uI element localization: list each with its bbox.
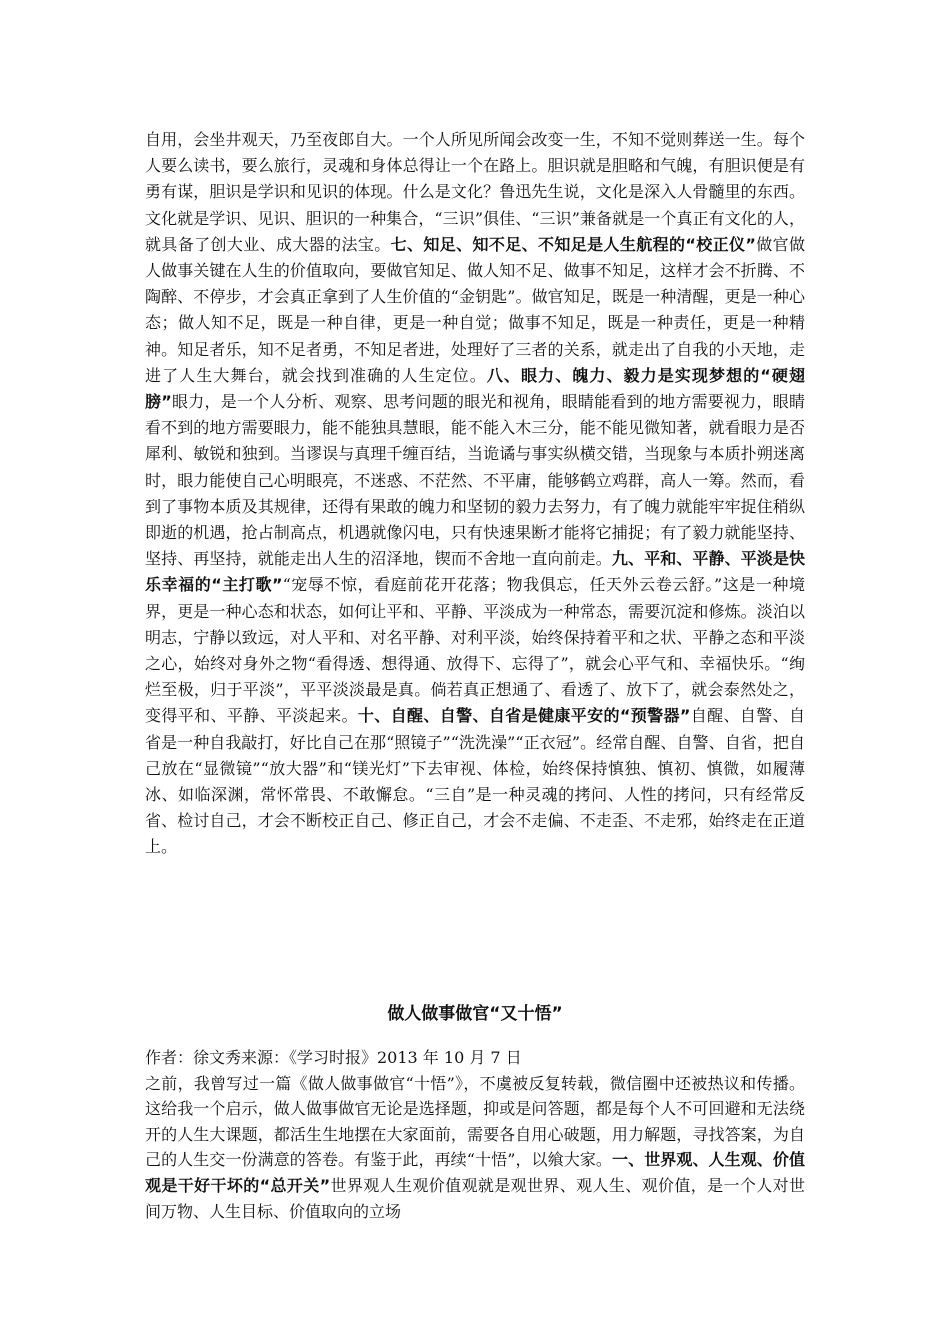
paragraph-literacy: 自用，会坐井观天，乃至夜郎自大。一个人所见所闻会改变一生，不知不觉则葬送一生。每个人要么读书，要么旅行，灵魂和身体总得让一个在路上。胆识就是胆略和气魄，有胆识便是有勇有谋，胆识是学识和见识的体现。什么是文化？鲁迅先生说，文化是深入人骨髓里的东西。文化就是学识、见识、胆识的一种集合，“三识”俱佳、“三识”兼备就是一个真正有文化的人，就具备了创大业、成大器的法宝。 (145, 130, 805, 254)
heading-8-vision: 八、眼力、魄力、毅力是实现梦想的“硬翅膀” (145, 365, 805, 412)
intro-paragraph: 之前，我曾写过一篇《做人做事做官“十悟”》，不虞被反复转载，微信圈中还被热议和传播。这给我一个启示，做人做事做官无论是选择题，抑或是问答题，都是每个人不可回避和无法绕开的人生大课题，都活生生地摆在大家面前，需要各自用心破题，用力解题，寻找答案，为自己的人生交一份满意的答卷。有鉴于此，再续“十悟”，以飨大家。 (145, 1073, 805, 1170)
paragraph-10: 自醒、自警、自省是一种自我敲打，好比自己在那“照镜子”“洗洗澡”“正衣冠”。经常自醒、自警、自省，把自己放在“显微镜”“放大器”和“镁光灯”下去审视、体检，始终保持慎独、慎初、慎微，如履薄冰、如临深渊，常怀常畏、不敢懈怠。“三自”是一种灵魂的拷问、人性的拷问，只有经常反省、检讨自己，才会不断校正自己、修正自己，才会不走偏、不走歪、不走邪，始终走在正道上。 (145, 706, 805, 857)
byline: 作者：徐文秀来源：《学习时报》2013 年 10 月 7 日 (145, 1048, 522, 1067)
heading-9-peace: 九、平和、平静、平淡是快乐幸福的“主打歌” (145, 549, 805, 595)
heading-1-worldview: 一、世界观、人生观、价值观是干好干坏的“总开关” (145, 1150, 805, 1195)
paragraph-1: 世界观人生观价值观就是观世界、观人生、观价值，是一个人对世间万物、人生目标、价值取向的立场 (145, 1175, 805, 1221)
heading-10-self-reflection: 十、自醒、自警、自省是健康平安的“预警器” (357, 706, 691, 726)
paragraph-7: 做官做人做事关键在人生的价值取向，要做官知足、做人知不足、做事不知足，这样才会不折腾、不陶醉、不停步，才会真正拿到了人生价值的“金钥匙”。做官知足，既是一种清醒，更是一种心态；做人知不足，既是一种自律，更是一种自觉；做事不知足，既是一种责任，更是一种精神。知足者乐，知不足者勇，不知足者进，处理好了三者的关系，就走出了自我的小天地，走进了人生大舞台，就会找到准确的人生定位。 (145, 234, 805, 385)
body-section-2 (145, 1045, 805, 1224)
paragraph-9: “宠辱不惊，看庭前花开花落；物我俱忘，任天外云卷云舒。”这是一种境界，更是一种心态和状态，如何让平和、平静、平淡成为一种常态，需要沉淀和修炼。淡泊以明志，宁静以致远，对人平和、对名平静、对利平淡，始终保持着平和之状、平静之态和平淡之心，始终对身外之物“看得透、想得通、放得下、忘得了”，就会心平气和、幸福快乐。“绚烂至极，归于平淡”，平平淡淡最是真。倘若真正想通了、看透了、放下了，就会泰然处之，变得平和、平静、平淡起来。 (145, 575, 805, 726)
heading-7-contentment: 七、知足、知不足、不知足是人生航程的“校正仪” (390, 234, 756, 254)
paragraph-8: 眼力，是一个人分析、观察、思考问题的眼光和视角，眼睛能看到的地方需要视力，眼睛看不到的地方需要眼力，能不能独具慧眼，能不能入木三分，能不能见微知著，就看眼力是否犀利、敏锐和独到。当谬误与真理千缠百结，当诡谲与事实纵横交错，当现象与本质扑朔迷离时，眼力能使自己心明眼亮，不迷惑、不茫然、不平庸，能够鹤立鸡群，高人一筹。然而，看到了事物本质及其规律，还得有果敢的魄力和坚韧的毅力去努力，有了魄力就能牢牢捉住稍纵即逝的机遇，抢占制高点，机遇就像闪电，只有快速果断才能将它捕捉；有了毅力就能坚持、坚持、再坚持，就能走出人生的沼泽地，锲而不舍地一直向前走。 (145, 392, 805, 569)
article-title: 做人做事做官“又十悟” (387, 1004, 563, 1024)
body-section-1 (145, 127, 805, 861)
